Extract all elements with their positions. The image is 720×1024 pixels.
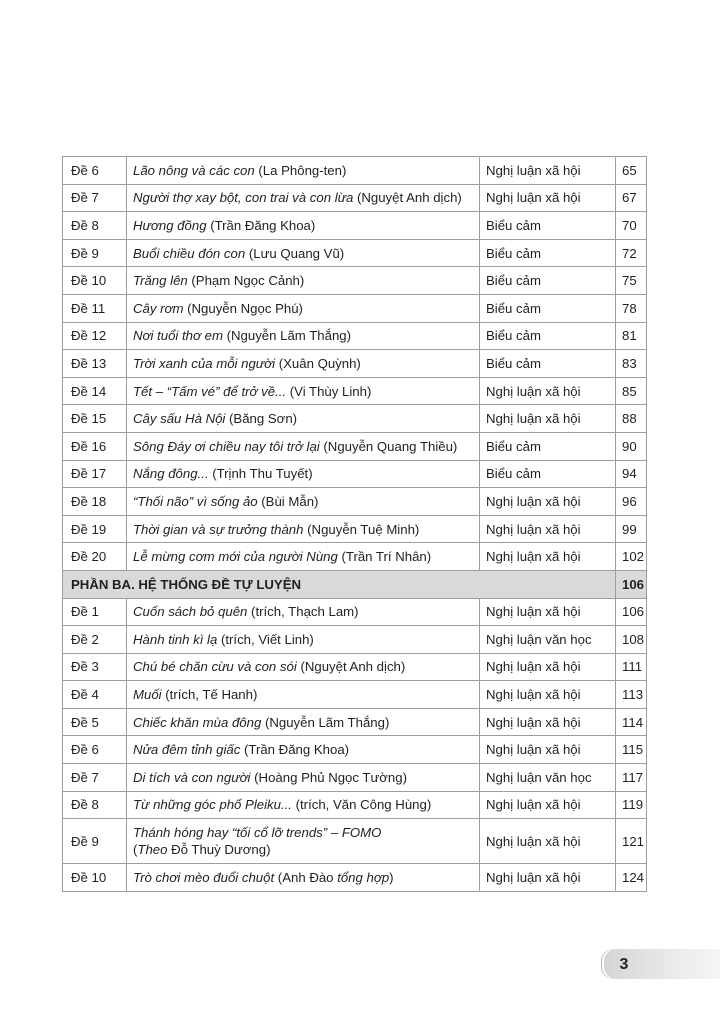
exam-number: Đề 3	[63, 653, 127, 681]
title-italic: “Thối não” vì sống ảo	[133, 493, 258, 509]
page-ref: 72	[616, 239, 647, 267]
toc-row	[63, 681, 647, 709]
exam-title	[127, 736, 480, 764]
page-ref: 114	[616, 708, 647, 736]
exam-title	[127, 294, 480, 322]
exam-number: Đề 7	[63, 184, 127, 212]
toc-row	[63, 736, 647, 764]
title-author: (trích, Tế Hanh)	[161, 687, 258, 703]
toc-row	[63, 405, 647, 433]
title-source-prefix: Theo	[137, 842, 168, 858]
page-ref: 90	[616, 432, 647, 460]
exam-number: Đề 8	[63, 212, 127, 240]
toc-row	[63, 819, 647, 864]
title-author: (Bùi Mẫn)	[257, 493, 319, 509]
exam-type: Biểu cảm	[480, 239, 616, 267]
page-number: 3	[619, 956, 629, 973]
exam-number: Đề 19	[63, 515, 127, 543]
exam-number: Đề 10	[63, 267, 127, 295]
exam-title	[127, 488, 480, 516]
title-author: (Xuân Quỳnh)	[275, 355, 361, 371]
exam-type: Nghị luận xã hội	[480, 598, 616, 626]
exam-type: Nghị luận xã hội	[480, 377, 616, 405]
page-ref: 111	[616, 653, 647, 681]
title-italic: Thánh hóng hay “tối cổ lỡ trends” – FOMO	[133, 825, 382, 841]
title-author: (Nguyễn Lãm Thắng)	[261, 714, 390, 730]
exam-number: Đề 11	[63, 294, 127, 322]
exam-number: Đề 18	[63, 488, 127, 516]
title-italic: Cuốn sách bỏ quên	[133, 604, 248, 620]
exam-type: Nghị luận xã hội	[480, 515, 616, 543]
title-italic: Nửa đêm tỉnh giấc	[133, 742, 241, 758]
page-ref: 81	[616, 322, 647, 350]
toc-row	[63, 377, 647, 405]
page-number-tab	[602, 949, 720, 979]
title-author: (trích, Viết Linh)	[217, 631, 314, 647]
page-ref: 119	[616, 791, 647, 819]
title-author: (trích, Thạch Lam)	[247, 604, 359, 620]
exam-title	[127, 267, 480, 295]
title-italic: Từ những góc phố Pleiku...	[133, 797, 292, 813]
exam-number: Đề 14	[63, 377, 127, 405]
page-ref: 78	[616, 294, 647, 322]
toc-row	[63, 653, 647, 681]
title-italic: Buổi chiều đón con	[133, 245, 246, 261]
title-author: (Trần Đăng Khoa)	[240, 742, 350, 758]
page-ref: 67	[616, 184, 647, 212]
exam-title	[127, 708, 480, 736]
exam-type: Nghị luận xã hội	[480, 681, 616, 709]
page-ref: 65	[616, 157, 647, 185]
title-italic: Hương đồng	[133, 217, 207, 233]
title-italic: Chiếc khăn mùa đông	[133, 714, 262, 730]
exam-type: Nghị luận xã hội	[480, 864, 616, 892]
page-ref: 121	[616, 819, 647, 864]
page-ref: 75	[616, 267, 647, 295]
exam-title	[127, 791, 480, 819]
toc-row	[63, 708, 647, 736]
toc-row	[63, 267, 647, 295]
exam-number: Đề 16	[63, 432, 127, 460]
page-ref: 106	[616, 598, 647, 626]
exam-type: Nghị luận xã hội	[480, 184, 616, 212]
title-italic: Lễ mừng cơm mới của người Nùng	[133, 549, 338, 565]
exam-type: Nghị luận văn học	[480, 764, 616, 792]
exam-type: Nghị luận xã hội	[480, 157, 616, 185]
title-italic: Thời gian và sự trưởng thành	[133, 521, 304, 537]
page-ref: 94	[616, 460, 647, 488]
title-italic: Di tích và con người	[133, 769, 251, 785]
exam-title	[127, 819, 480, 864]
exam-type: Nghị luận xã hội	[480, 653, 616, 681]
title-author: (Nguyệt Anh dịch)	[296, 659, 406, 675]
title-italic: Trò chơi mèo đuổi chuột	[133, 870, 275, 886]
page-ref: 102	[616, 543, 647, 571]
exam-title	[127, 184, 480, 212]
exam-title	[127, 239, 480, 267]
exam-title	[127, 322, 480, 350]
toc-row	[63, 791, 647, 819]
title-italic: Người thợ xay bột, con trai và con lừa	[133, 190, 354, 206]
toc-row	[63, 626, 647, 654]
title-italic: Trăng lên	[133, 273, 188, 289]
exam-number: Đề 5	[63, 708, 127, 736]
title-author: (Băng Sơn)	[225, 411, 298, 427]
title-author: (Anh Đào	[274, 870, 338, 886]
section-page: 106	[616, 570, 647, 598]
exam-type: Biểu cảm	[480, 322, 616, 350]
toc-row	[63, 350, 647, 378]
exam-type: Nghị luận xã hội	[480, 708, 616, 736]
title-italic: Cây sấu Hà Nội	[133, 411, 226, 427]
title-italic: Cây rơm	[133, 300, 184, 316]
title-author: (Nguyễn Ngọc Phú)	[183, 300, 303, 316]
exam-title	[127, 405, 480, 433]
toc-row	[63, 543, 647, 571]
page-ref: 99	[616, 515, 647, 543]
page-ref: 124	[616, 864, 647, 892]
toc-row	[63, 239, 647, 267]
exam-number: Đề 2	[63, 626, 127, 654]
exam-type: Nghị luận xã hội	[480, 488, 616, 516]
title-author: (La Phông-ten)	[254, 162, 347, 178]
exam-type: Nghị luận xã hội	[480, 405, 616, 433]
exam-number: Đề 6	[63, 157, 127, 185]
exam-title	[127, 653, 480, 681]
page-ref: 96	[616, 488, 647, 516]
page-ref: 83	[616, 350, 647, 378]
title-author: (Nguyễn Tuệ Minh)	[303, 521, 420, 537]
exam-type: Biểu cảm	[480, 460, 616, 488]
title-italic: Trời xanh của mỗi người	[133, 355, 276, 371]
toc-row	[63, 460, 647, 488]
exam-title	[127, 460, 480, 488]
exam-type: Biểu cảm	[480, 432, 616, 460]
title-closing: )	[389, 870, 394, 886]
exam-type: Nghị luận xã hội	[480, 791, 616, 819]
title-author: (Trịnh Thu Tuyết)	[208, 466, 313, 482]
title-italic: Chú bé chăn cừu và con sói	[133, 659, 297, 675]
exam-title	[127, 515, 480, 543]
title-italic: Muối	[133, 687, 162, 703]
exam-type: Nghị luận xã hội	[480, 543, 616, 571]
exam-number: Đề 6	[63, 736, 127, 764]
exam-number: Đề 12	[63, 322, 127, 350]
title-author: (Trần Trí Nhân)	[337, 549, 432, 565]
exam-title	[127, 543, 480, 571]
title-author: (Nguyễn Lãm Thắng)	[222, 328, 352, 344]
exam-number: Đề 13	[63, 350, 127, 378]
exam-title	[127, 864, 480, 892]
exam-type: Nghị luận văn học	[480, 626, 616, 654]
title-author: (Lưu Quang Vũ)	[245, 245, 345, 261]
exam-title	[127, 681, 480, 709]
title-italic: Sông Đáy ơi chiều nay tôi trở lại	[133, 438, 320, 454]
title-italic: Nơi tuổi thơ em	[133, 328, 223, 344]
toc-row	[63, 157, 647, 185]
title-author: (Hoàng Phủ Ngọc Tường)	[250, 769, 407, 785]
toc-body	[63, 157, 647, 892]
exam-number: Đề 7	[63, 764, 127, 792]
exam-type: Nghị luận xã hội	[480, 819, 616, 864]
toc-row	[63, 598, 647, 626]
toc-row	[63, 212, 647, 240]
title-italic: Lão nông và các con	[133, 162, 255, 178]
title-author: (Phạm Ngọc Cảnh)	[187, 273, 305, 289]
exam-title	[127, 598, 480, 626]
title-second-line	[133, 841, 473, 858]
exam-number: Đề 4	[63, 681, 127, 709]
section-title: PHẦN BA. HỆ THỐNG ĐỀ TỰ LUYỆN	[63, 570, 616, 598]
exam-number: Đề 8	[63, 791, 127, 819]
toc-row	[63, 294, 647, 322]
exam-title	[127, 350, 480, 378]
title-author: (Nguyệt Anh dịch)	[353, 190, 462, 206]
exam-type: Biểu cảm	[480, 212, 616, 240]
toc-row	[63, 488, 647, 516]
page-ref: 108	[616, 626, 647, 654]
exam-number: Đề 9	[63, 239, 127, 267]
exam-type: Nghị luận xã hội	[480, 736, 616, 764]
toc-table	[62, 156, 647, 892]
exam-title	[127, 432, 480, 460]
exam-number: Đề 15	[63, 405, 127, 433]
toc-row	[63, 184, 647, 212]
title-open-paren: (	[133, 842, 138, 858]
page-ref: 70	[616, 212, 647, 240]
page-ref: 117	[616, 764, 647, 792]
exam-title	[127, 626, 480, 654]
page-ref: 113	[616, 681, 647, 709]
title-source: Đỗ Thuỳ Dương)	[167, 842, 271, 858]
title-author: (Trần Đăng Khoa)	[206, 217, 316, 233]
title-italic: Nắng đông...	[133, 466, 209, 482]
exam-type: Biểu cảm	[480, 350, 616, 378]
page-ref: 88	[616, 405, 647, 433]
toc-row	[63, 764, 647, 792]
title-italic: Hành tinh kì lạ	[133, 631, 218, 647]
title-author: (Nguyễn Quang Thiều)	[319, 438, 458, 454]
title-author: (Vi Thùy Linh)	[286, 383, 372, 399]
page-ref: 115	[616, 736, 647, 764]
exam-type: Biểu cảm	[480, 294, 616, 322]
title-italic-note: tổng hợp	[337, 870, 390, 886]
toc-row	[63, 322, 647, 350]
exam-title	[127, 764, 480, 792]
exam-title	[127, 377, 480, 405]
exam-number: Đề 10	[63, 864, 127, 892]
page-ref: 85	[616, 377, 647, 405]
exam-title	[127, 212, 480, 240]
exam-type: Biểu cảm	[480, 267, 616, 295]
exam-number: Đề 17	[63, 460, 127, 488]
section-row	[63, 570, 647, 598]
exam-number: Đề 20	[63, 543, 127, 571]
toc-row	[63, 864, 647, 892]
exam-number: Đề 9	[63, 819, 127, 864]
title-italic: Tết – “Tấm vé” để trở về...	[133, 383, 287, 399]
toc-row	[63, 515, 647, 543]
exam-number: Đề 1	[63, 598, 127, 626]
exam-title	[127, 157, 480, 185]
toc-row	[63, 432, 647, 460]
title-author: (trích, Văn Công Hùng)	[291, 797, 432, 813]
